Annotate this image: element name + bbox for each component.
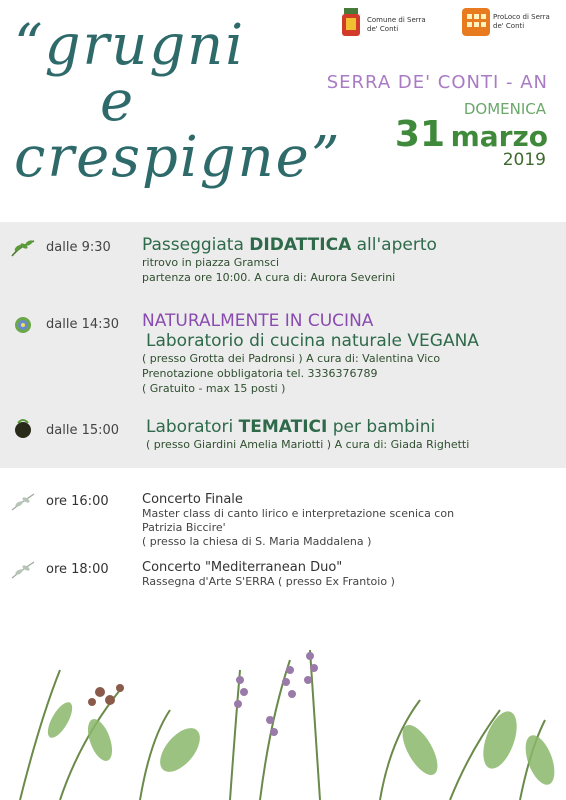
proloco-caption: ProLoco di Serra de' Conti [493,13,550,30]
event-line-1: Master class di canto lirico e interpretazione scenica con [142,507,455,520]
event-body [146,417,469,452]
comune-logo [338,8,427,42]
event-line-2: Patrizia Biccire' [142,521,226,534]
event-time: ore 16:00 [46,494,109,509]
event-body [142,492,454,549]
title-part: Passeggiata [142,235,250,255]
day-of-week: DOMENICA [463,100,546,118]
herbs-illustration [0,630,566,800]
event-line-1: ( presso Giardini Amelia Mariotti ) A cura di: Giada Righetti [146,438,470,451]
title-part: per bambini [327,417,436,437]
title-part: all'aperto [351,235,437,255]
event-title [142,235,437,255]
event-line-2: Prenotazione obbligatoria tel. 3336376789 [142,367,378,380]
title-line-3: crespigne” [14,125,342,190]
event-time: ore 18:00 [46,562,109,577]
poster-title [14,13,342,190]
event-line-3: ( presso la chiesa di S. Maria Maddalena ) [142,535,372,548]
title-line-1: “grugni [14,13,246,78]
leaf-sprig-icon [10,238,36,258]
title-emphasis: TEMATICI [238,417,328,437]
herb-icon [10,492,36,512]
event-time: dalle 15:00 [46,423,120,438]
proloco-icon [462,8,490,36]
location: SERRA DE' CONTI - AN [326,72,548,93]
event-title [146,417,469,437]
flower-icon [10,315,36,335]
event-body [142,560,395,589]
event-date [395,114,548,155]
date-number: 31 [394,114,445,155]
event-time: dalle 14:30 [46,317,120,332]
event-subtitle: Laboratorio di cucina naturale VEGANA [146,331,479,351]
event-line-1: ritrovo in piazza Gramsci [142,256,280,269]
comune-caption: Comune di Serra de' Conti [367,16,426,33]
event-line-1: Rassegna d'Arte S'ERRA ( presso Ex Frantoio ) [142,575,395,588]
herb-icon [10,560,36,580]
logos [338,8,560,48]
event-line-3: ( Gratuito - max 15 posti ) [142,382,286,395]
title-line-2: e [100,69,136,134]
title-part: Laboratori [146,417,239,437]
event-time: dalle 9:30 [46,240,111,255]
date-month: marzo [450,120,548,153]
event-body [142,311,479,396]
event-body [142,235,437,285]
title-emphasis: DIDATTICA [249,235,352,255]
coat-of-arms-icon [338,8,364,42]
event-line-2: partenza ore 10:00. A cura di: Aurora Severini [142,271,396,284]
event-title: Concerto Finale [142,492,243,507]
proloco-logo [462,8,553,36]
event-line-1: ( presso Grotta dei Padronsi ) A cura di: Valentina Vico [142,352,441,365]
ladybug-icon [10,419,36,439]
event-year: 2019 [502,150,546,170]
event-title: NATURALMENTE IN CUCINA [142,311,374,331]
event-title: Concerto "Mediterranean Duo" [142,560,343,575]
